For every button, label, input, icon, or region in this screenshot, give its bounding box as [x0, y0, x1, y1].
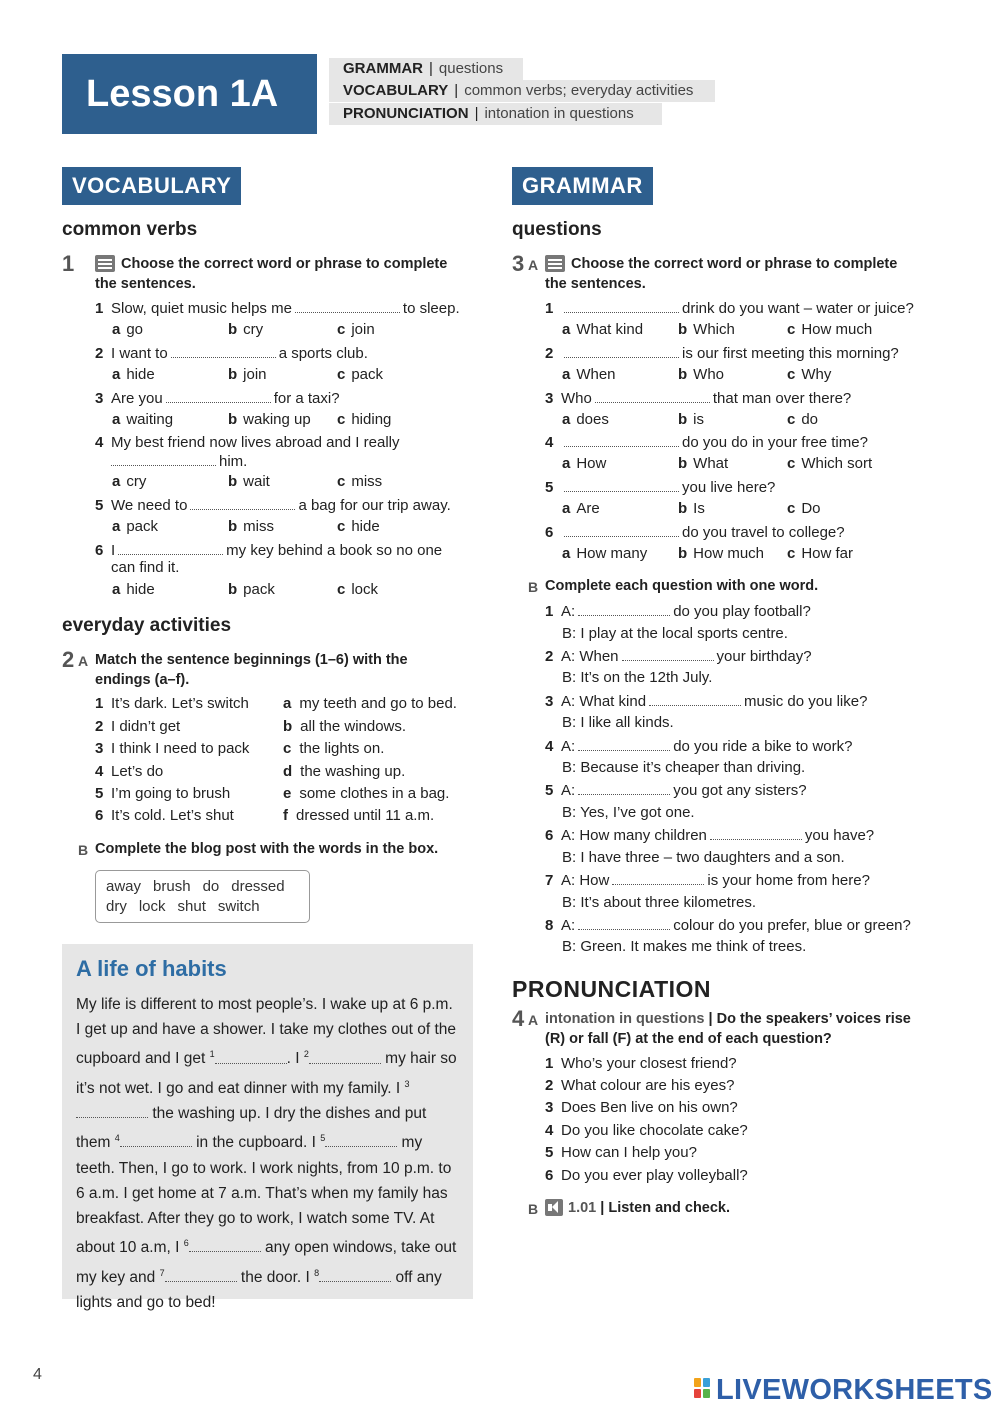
qa-2-answer: B: It’s on the 12th July. — [562, 669, 713, 686]
qa-6-question: 6 A: How many children you have? — [545, 827, 875, 844]
qa-5-question: 5 A: you got any sisters? — [545, 782, 807, 799]
book-icon — [545, 255, 565, 272]
blog-gap-5[interactable] — [325, 1134, 397, 1147]
ex1-3-option-a[interactable]: a waiting — [112, 411, 174, 428]
exercise-3b-instruction: Complete each question with one word. — [545, 578, 819, 594]
answer-gap[interactable] — [295, 298, 400, 313]
blog-gap-7[interactable] — [165, 1269, 237, 1282]
answer-gap[interactable] — [578, 601, 670, 616]
ex3-item-6: 6 do you travel to college? — [545, 524, 845, 541]
ex3-4-option-a[interactable]: a How — [562, 455, 607, 472]
word-box: away brush do dressed dry lock shut switch — [95, 870, 310, 923]
ex1-item-4-cont: him. — [111, 451, 247, 472]
answer-gap[interactable] — [710, 825, 802, 840]
exercise-4-number: 4 — [512, 1006, 525, 1031]
pron-item-2: 2 What colour are his eyes? — [545, 1077, 735, 1094]
match-end-d[interactable]: d the washing up. — [283, 763, 406, 780]
exercise-4a-instruction: intonation in questions | Do the speakers’ voices rise — [545, 1011, 911, 1027]
match-begin-6: 6 It’s cold. Let’s shut — [95, 807, 234, 824]
exercise-2-sub-letter: A — [78, 653, 89, 669]
qa-3-answer: B: I like all kinds. — [562, 714, 674, 731]
ex1-item-6-cont: can find it. — [111, 559, 180, 576]
ex3-5-option-c[interactable]: c Do — [787, 500, 821, 517]
ex1-item-2: 2 I want to a sports club. — [95, 345, 368, 362]
exercise-2a-instruction: Match the sentence beginnings (1–6) with the — [95, 652, 408, 668]
ex3-5-option-b[interactable]: b Is — [678, 500, 705, 517]
ex3-item-4: 4 do you do in your free time? — [545, 434, 868, 451]
ex3-2-option-c[interactable]: c Why — [787, 366, 832, 383]
ex1-5-option-b[interactable]: b miss — [228, 518, 274, 535]
exercise-3-number: 3 — [512, 251, 525, 276]
ex3-5-option-a[interactable]: a Are — [562, 500, 600, 517]
header-pronunciation-line: PRONUNCIATION | intonation in questions — [329, 103, 662, 125]
ex3-3-option-a[interactable]: a does — [562, 411, 609, 428]
exercise-2a-instruction-cont: endings (a–f). — [95, 672, 190, 688]
ex3-4-option-b[interactable]: b What — [678, 455, 729, 472]
page-number: 4 — [33, 1366, 42, 1383]
ex1-2-option-c[interactable]: c pack — [337, 366, 384, 383]
everyday-activities-heading: everyday activities — [62, 615, 232, 636]
ex3-4-option-c[interactable]: c Which sort — [787, 455, 873, 472]
qa-2-question: 2 A: When your birthday? — [545, 648, 812, 665]
exercise-3a-instruction-cont: the sentences. — [545, 276, 646, 292]
pron-item-1: 1 Who’s your closest friend? — [545, 1055, 737, 1072]
answer-gap[interactable] — [564, 477, 679, 492]
blog-gap-3[interactable] — [76, 1105, 148, 1118]
header-vocabulary-line: VOCABULARY | common verbs; everyday activities — [329, 80, 715, 102]
exercise-2b-instruction: Complete the blog post with the words in the box. — [95, 841, 439, 857]
match-begin-2: 2 I didn’t get — [95, 718, 181, 735]
common-verbs-heading: common verbs — [62, 219, 198, 240]
ex3-3-option-b[interactable]: b is — [678, 411, 705, 428]
pron-item-3: 3 Does Ben live on his own? — [545, 1099, 738, 1116]
exercise-1-instruction: Choose the correct word or phrase to complete — [121, 256, 448, 272]
exercise-3-sub-letter: A — [528, 257, 539, 273]
qa-8-answer: B: Green. It makes me think of trees. — [562, 938, 807, 955]
ex1-6-option-a[interactable]: a hide — [112, 581, 155, 598]
ex1-item-4: 4 My best friend now lives abroad and I really — [95, 434, 400, 451]
ex1-3-option-c[interactable]: c hiding — [337, 411, 392, 428]
ex3-1-option-a[interactable]: a What kind — [562, 321, 644, 338]
qa-3-question: 3 A: What kind music do you like? — [545, 693, 868, 710]
ex1-3-option-b[interactable]: b waking up — [228, 411, 311, 428]
match-begin-1: 1 It’s dark. Let’s switch — [95, 695, 249, 712]
questions-heading: questions — [512, 219, 602, 240]
ex1-item-6: 6 I my key behind a book so no one — [95, 542, 443, 559]
qa-5-answer: B: Yes, I’ve got one. — [562, 804, 695, 821]
blog-gap-1[interactable] — [215, 1051, 287, 1064]
exercise-4-sub-letter: A — [528, 1012, 539, 1028]
answer-gap[interactable] — [578, 736, 670, 751]
ex3-1-option-b[interactable]: b Which — [678, 321, 735, 338]
blog-gap-8[interactable] — [319, 1269, 391, 1282]
answer-gap[interactable] — [564, 298, 679, 313]
qa-1-answer: B: I play at the local sports centre. — [562, 625, 788, 642]
ex1-2-option-b[interactable]: b join — [228, 366, 267, 383]
ex3-2-option-a[interactable]: a When — [562, 366, 616, 383]
match-begin-4: 4 Let’s do — [95, 763, 164, 780]
match-end-a[interactable]: a my teeth and go to bed. — [283, 695, 457, 712]
answer-gap[interactable] — [622, 646, 714, 661]
ex1-4-option-a[interactable]: a cry — [112, 473, 147, 490]
ex1-5-option-c[interactable]: c hide — [337, 518, 380, 535]
blog-gap-4[interactable] — [120, 1134, 192, 1147]
match-end-c[interactable]: c the lights on. — [283, 740, 385, 757]
answer-gap[interactable] — [578, 780, 670, 795]
blog-gap-6[interactable] — [189, 1239, 261, 1252]
match-end-e[interactable]: e some clothes in a bag. — [283, 785, 450, 802]
answer-gap[interactable] — [612, 870, 704, 885]
qa-7-question: 7 A: How is your home from here? — [545, 872, 870, 889]
ex1-1-option-b[interactable]: b cry — [228, 321, 264, 338]
answer-gap[interactable] — [578, 915, 670, 930]
answer-gap[interactable] — [171, 343, 276, 358]
exercise-3b-letter: B — [528, 579, 539, 595]
ex1-1-option-a[interactable]: a go — [112, 321, 144, 338]
blog-title: A life of habits — [76, 956, 227, 981]
pronunciation-heading: PRONUNCIATION — [512, 976, 712, 1002]
ex3-1-option-c[interactable]: c How much — [787, 321, 873, 338]
answer-gap[interactable] — [595, 388, 710, 403]
exercise-1-instruction-cont: the sentences. — [95, 276, 196, 292]
header-grammar-line: GRAMMAR | questions — [329, 58, 523, 80]
exercise-4a-instruction-cont: (R) or fall (F) at the end of each question? — [545, 1031, 832, 1047]
qa-6-answer: B: I have three – two daughters and a son. — [562, 849, 845, 866]
answer-gap[interactable] — [190, 495, 295, 510]
ex3-6-option-c[interactable]: c How far — [787, 545, 854, 562]
grammar-banner: GRAMMAR — [512, 167, 653, 205]
qa-7-answer: B: It’s about three kilometres. — [562, 894, 756, 911]
answer-gap[interactable] — [564, 343, 679, 358]
exercise-3a-instruction: Choose the correct word or phrase to complete — [571, 256, 898, 272]
exercise-1-number: 1 — [62, 251, 75, 276]
exercise-2b-letter: B — [78, 842, 89, 858]
ex1-5-option-a[interactable]: a pack — [112, 518, 159, 535]
match-begin-5: 5 I’m going to brush — [95, 785, 231, 802]
answer-gap[interactable] — [649, 691, 741, 706]
ex1-item-5: 5 We need to a bag for our trip away. — [95, 497, 451, 514]
ex1-4-option-c[interactable]: c miss — [337, 473, 383, 490]
ex3-item-3: 3 Who that man over there? — [545, 390, 852, 407]
ex3-6-option-b[interactable]: b How much — [678, 545, 765, 562]
lesson-title: Lesson 1A — [62, 54, 317, 134]
pron-item-6: 6 Do you ever play volleyball? — [545, 1167, 748, 1184]
pron-item-4: 4 Do you like chocolate cake? — [545, 1122, 748, 1139]
liveworksheets-logo-icon — [694, 1378, 711, 1400]
ex1-4-option-b[interactable]: b wait — [228, 473, 270, 490]
answer-gap[interactable] — [564, 432, 679, 447]
ex1-6-option-c[interactable]: c lock — [337, 581, 379, 598]
ex3-item-5: 5 you live here? — [545, 479, 776, 496]
exercise-4b-letter: B — [528, 1201, 539, 1217]
qa-1-question: 1 A: do you play football? — [545, 603, 811, 620]
qa-4-question: 4 A: do you ride a bike to work? — [545, 738, 853, 755]
exercise-4b-instruction: 1.01 | Listen and check. — [568, 1200, 731, 1216]
answer-gap[interactable] — [111, 451, 216, 466]
ex3-2-option-b[interactable]: b Who — [678, 366, 725, 383]
liveworksheets-brand: LIVEWORKSHEETS — [716, 1374, 993, 1406]
ex3-item-1: 1 drink do you want – water or juice? — [545, 300, 914, 317]
audio-icon[interactable] — [545, 1199, 563, 1216]
ex1-6-option-b[interactable]: b pack — [228, 581, 275, 598]
match-end-b[interactable]: b all the windows. — [283, 718, 407, 735]
match-end-f[interactable]: f dressed until 11 a.m. — [283, 807, 435, 824]
ex1-2-option-a[interactable]: a hide — [112, 366, 155, 383]
ex1-item-1: 1 Slow, quiet music helps me to sleep. — [95, 300, 460, 317]
qa-4-answer: B: Because it’s cheaper than driving. — [562, 759, 806, 776]
ex3-item-2: 2 is our first meeting this morning? — [545, 345, 899, 362]
qa-8-question: 8 A: colour do you prefer, blue or green? — [545, 917, 911, 934]
blog-text: My life is different to most people’s. I wake up at 6 p.m. I get up and have a shower. I take my clothes out of the cupboard and I get $^1$ . I $^2$ my hair so it’s not wet. I go and eat dinner with my family. I $^3$ the washing up. I dry the dishes and put them $^4$ in the cupboard. I $^5$ my teeth. Then, I go to work. I work nights, from 10 p.m. to 6 a.m. I get home at 7 a.m. That’s when my family has breakfast. After they go to work, I watch some TV. At about 10 a.m, I $^6$ any open windows, take out my key and $^7$ the door. I $^8$ off any lights and go to bed! — [76, 996, 457, 1312]
blog-gap-2[interactable] — [309, 1051, 381, 1064]
ex1-1-option-c[interactable]: c join — [337, 321, 375, 338]
ex3-6-option-a[interactable]: a How many — [562, 545, 648, 562]
answer-gap[interactable] — [166, 388, 271, 403]
pron-item-5: 5 How can I help you? — [545, 1144, 697, 1161]
book-icon — [95, 255, 115, 272]
answer-gap[interactable] — [118, 540, 223, 555]
answer-gap[interactable] — [564, 522, 679, 537]
exercise-2-number: 2 — [62, 647, 75, 672]
ex3-3-option-c[interactable]: c do — [787, 411, 819, 428]
match-begin-3: 3 I think I need to pack — [95, 740, 250, 757]
vocabulary-banner: VOCABULARY — [62, 167, 241, 205]
ex1-item-3: 3 Are you for a taxi? — [95, 390, 340, 407]
